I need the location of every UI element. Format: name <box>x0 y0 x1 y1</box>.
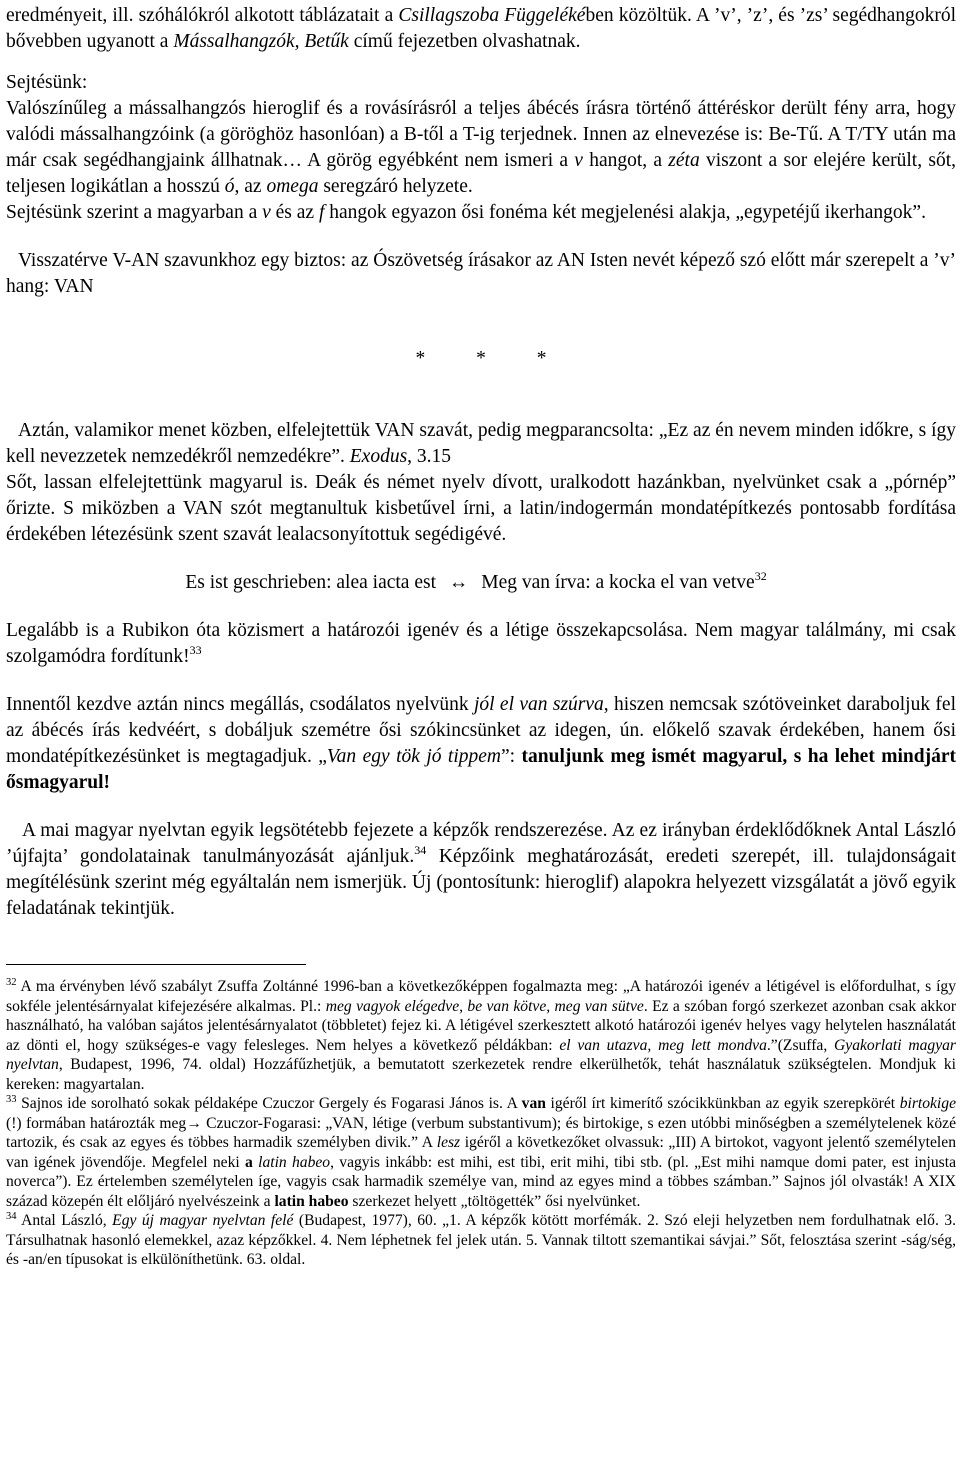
footnote-32: $^{32}$ A ma érvényben lévő szabályt Zsuffa Zoltánné 1996-ban a következőképpen fogalmazta meg: „A határozói igenév a létigével is előfordulhat, s így sokféle jelentésárnyalat kifejezésére alkalmas. Pl.: meg vagyok elégedve, be van kötve, meg van sütve. Ez a szóban forgó szerkezet azonban csak akkor használható, ha valóban sajátos jelentésárnyalatot (többletet) fejez ki. A létigével szerkesztett alkotó határozói igenév helyes vagy helytelen használatát az dönti el, hogy szükséges-e vagy felesleges. Nem helyes a következő példákban: el van utazva, meg lett mondva.”(Zsuffa, Gyakorlati magyar nyelvtan, Budapest, 1996, 74. oldal) Hozzáfűzhetjük, a bemutatott szerkezetek rendre elkerülhetők, tehát használatuk szükségtelen. Mondjuk ki kereken: magyartalan. <box>6 977 957 1093</box>
paragraph-sot: Sőt, lassan elfelejtettünk magyarul is. Deák és német nyelv dívott, uralkodott hazánkban, nyelvünket csak a „pórnép” őrizte. S miközben a VAN szót megtanultuk kisbetűvel írni, a latin/indogermán mondatépítkezés pontosabb fordítása érdekében létezésünk szent szavát lealacsonyítottuk segédigévé. <box>6 472 956 545</box>
paragraph-sejtes-2: Sejtésünk szerint a magyarban a v és az f hangok egyazon ősi fonéma két megjelenési alakja, „egypetéjű ikerhangok”. <box>6 202 926 223</box>
quote-hungarian: Meg van írva: a kocka el van vetve <box>481 572 755 593</box>
quote-german: Es ist geschrieben: alea iacta est <box>185 572 436 593</box>
footnote-separator <box>6 964 306 965</box>
footnote-ref[interactable]: 33 <box>189 643 202 657</box>
footnote-ref[interactable]: 34 <box>414 843 427 857</box>
footnote-33: $^{33}$ Sajnos ide sorolható sokak példaképe Czuczor Gergely és Fogarasi János is. A van igéről írt kimerítő szócikkünkban az egyik szerepkörét birtokige (!) formában határozták meg→ Czuczor-Fogarasi: „VAN, létige (verbum substantivum); és birtokige, s ezen utóbbi minőségben a személytelenek közé tartozik, és csak az egyes és többes harmadik személyben divik.” A lesz igéről a következőket olvassuk: „III) A birtokot, vagyont jelentő személytelen van igének jövendője. Megfelel neki a latin habeo, vagyis inkább: est mihi, est tibi, erit mihi, tibi stb. (pl. „Est mihi namque domi pater, est injusta noverca”). Ez értelemben személytelen íge, vagyis csak harmadik személye van, mind az egyes mind a többes számban.” Sajnos jól olvasták! A XIX század közepén élt előljáró nyelvészeink a latin habeo szerkezet helyett „töltögették” ősi nyelvünket. <box>6 1094 956 1210</box>
footnote-ref[interactable]: 32 <box>754 569 767 583</box>
footnote-34: $^{34}$ Antal László, Egy új magyar nyelvtan felé (Budapest, 1977), 60. „1. A képzők kötött morfémák. 2. Szó eleji helyzetben nem fordulhatnak elő. 3. Társulhatnak hasonló elemekkel, azaz képzőkkel. 4. Nem léphetnek fel jelek után. 5. Vannak tiltott szemantikai sávjai.” Sőt, felosztása szerint -ság/ség, és -an/en típusokat is elkülöníthetünk. 63. oldal. <box>6 1211 957 1268</box>
italic-term: Mássalhangzók, Betűk <box>173 31 349 52</box>
paragraph-intro: eredményeit, ill. szóhálókról alkotott táblázatait a Csillagszoba Függelékében közöltük. A ’v’, ’z’, és ’zs’ segédhangokról bővebben ugyanott a Mássalhangzók, Betűk című fejezetben olvashatnak. <box>6 5 957 52</box>
paragraph-innentol: Innentől kezdve aztán nincs megállás, csodálatos nyelvünk jól el van szúrva, hiszen nemcsak szótöveinket daraboljuk fel az ábécés írás kedvéért, s dobáljuk szemétre ősi szókincsünket az idegen, ún. előkelő szavak érdekében, hanem ősi mondatépítkezésünket is megtagadjuk. „Van egy tök jó tippem”: tanuljunk meg ismét magyarul, s ha lehet mindjárt ősmagyarul! <box>6 694 957 793</box>
double-arrow-icon: ↔ <box>448 572 469 593</box>
paragraph-visszaterve: Visszatérve V-AN szavunkhoz egy biztos: az Ószövetség írásakor az AN Isten nevét képező szó előtt már szerepelt a ’v’ hang: VAN <box>6 250 956 297</box>
bold-exhortation: tanuljunk meg ismét magyarul, s ha lehet mindjárt ősmagyarul! <box>6 746 956 793</box>
italic-term: Csillagszoba Függeléké <box>398 5 586 26</box>
paragraph-amai: A mai magyar nyelvtan egyik legsötétebb fejezete a képzők rendszerezése. Az ez irányban érdeklődőknek Antal László ’újfajta’ gondolatainak tanulmányozását ajánljuk.$^{34}$ Képzőink meghatározását, eredeti szerepét, ill. tulajdonságait megítélésünk szerint még egyáltalán nem ismerjük. Új (pontosítunk: hieroglif) alapokra helyezett vizsgálatát a jövő egyik feladatának tekintjük. <box>6 820 957 919</box>
section-separator: * * * <box>415 348 547 369</box>
paragraph-aztan: Aztán, valamikor menet közben, elfelejtettük VAN szavát, pedig megparancsolta: „Ez az én nevem minden időkre, s így kell nevezzetek nemzedékről nemzedékre”. Exodus, 3.15 <box>6 420 956 467</box>
paragraph-sejtes: Valószínűleg a mássalhangzós hieroglif és a rovásírásról a teljes ábécés írásra történő áttéréskor derült fény arra, hogy valódi mássalhangzóink (a göröghöz hasonlóan) a B-től a T-ig terjednek. Innen az elnevezése is: Be-Tű. A T/TY után ma már csak segédhangjaink állhatnak… A görög egyébként nem ismeri a v hangot, a zéta viszont a sor elejére került, sőt, teljesen logikátlan a hosszú ó, az omega seregzáró helyzete. <box>6 98 956 197</box>
section-heading-sejtes: Sejtésünk: <box>6 72 88 93</box>
document-page <box>6 0 956 1270</box>
paragraph-legalabb: Legalább is a Rubikon óta közismert a határozói igenév és a létige összekapcsolása. Nem magyar találmány, mi csak szolgamódra fordítunk!$^{33}$ <box>6 620 956 667</box>
quote-line <box>6 570 956 596</box>
